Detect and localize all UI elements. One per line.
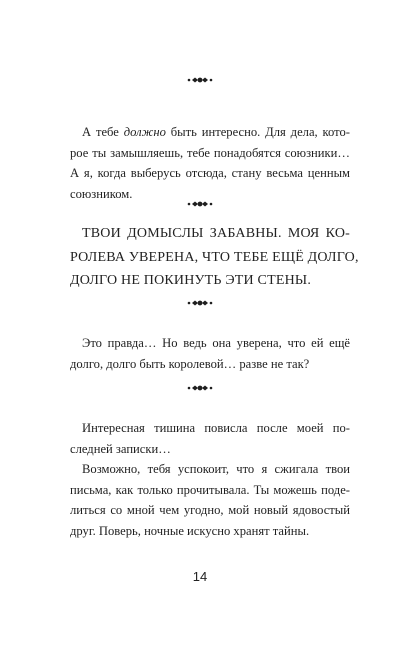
text-line: А тебе должно быть интересно. Для дела, кото-	[82, 125, 350, 139]
ornament-divider-icon	[186, 199, 214, 209]
text-line: литься со мной чем угодно, мой новый ядовостый	[70, 503, 350, 517]
text-line: союзником.	[70, 186, 133, 201]
text-line: долго, долго быть королевой… разве не так?	[70, 356, 310, 371]
ornament-divider-icon	[186, 298, 214, 308]
text-line: Это правда… Но ведь она уверена, что ей ещё	[82, 336, 350, 350]
paragraph-reply-caps	[70, 222, 359, 293]
page-number: 14	[192, 569, 208, 584]
ornament-divider-icon	[186, 75, 214, 85]
text-line: ТВОИ ДОМЫСЛЫ ЗАБАВНЫ. МОЯ КО-	[82, 226, 350, 241]
text-line: письма, как только прочитывала. Ты можешь поде-	[70, 482, 350, 497]
paragraph-letter-1	[70, 122, 350, 204]
text-line: ДОЛГО НЕ ПОКИНУТЬ ЭТИ СТЕНЫ.	[70, 273, 312, 288]
text-line: РОЛЕВА УВЕРЕНА, ЧТО ТЕБЕ ЕЩЁ ДОЛГО,	[70, 249, 359, 265]
ornament-divider-icon	[186, 383, 214, 393]
text-line: рое ты замышляешь, тебе понадобятся союзники…	[70, 145, 350, 160]
text-line: друг. Поверь, ночные искусно хранят тайны.	[70, 523, 310, 538]
paragraph-letter-2	[70, 333, 350, 374]
text-line: Возможно, тебя успокоит, что я сжигала твои	[82, 462, 350, 476]
text-line: следней записки…	[70, 441, 171, 456]
text-line: А я, когда выберусь отсюда, стану весьма ценным	[70, 166, 350, 180]
paragraph-letter-3	[70, 418, 350, 541]
text-line: Интересная тишина повисла после моей по-	[82, 421, 350, 435]
